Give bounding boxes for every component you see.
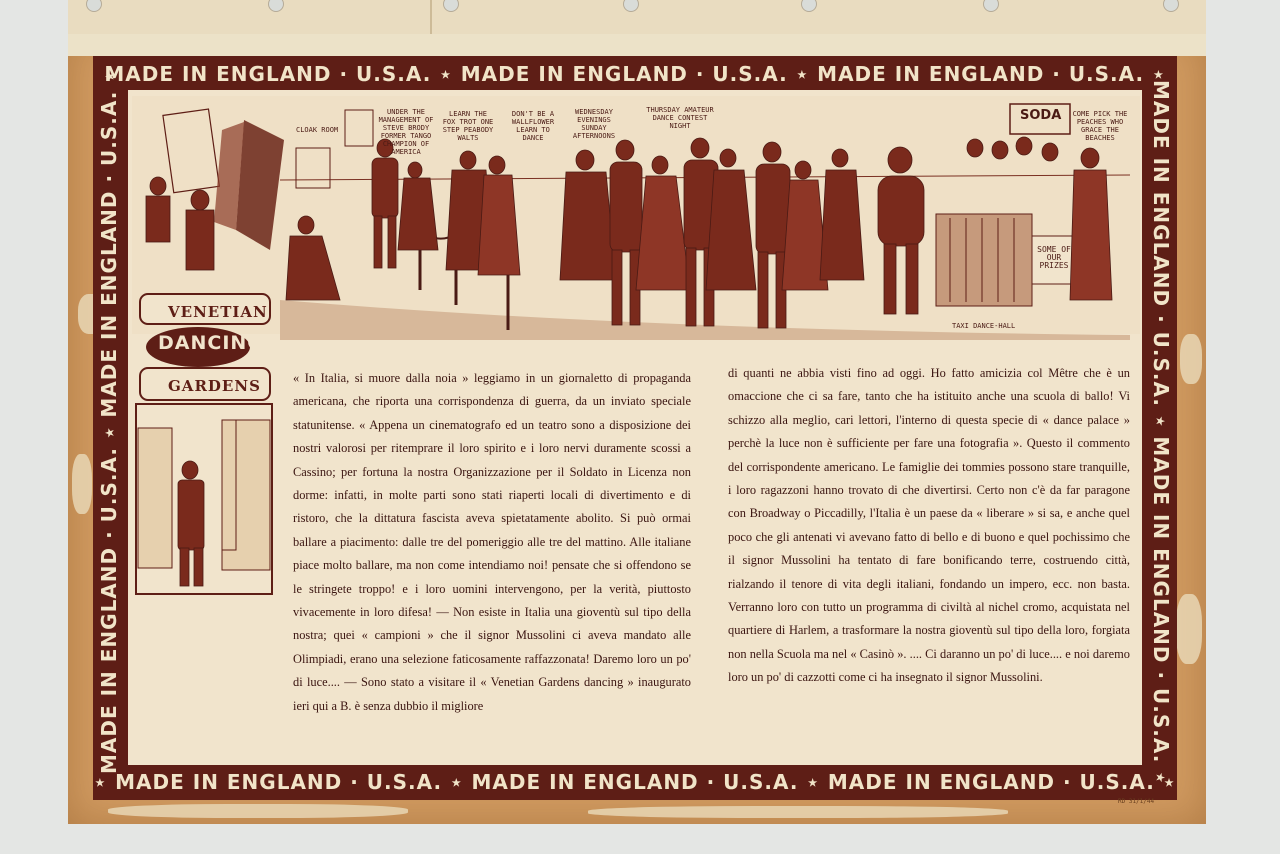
border-text-bottom: ⋆ MADE IN ENGLAND · U.S.A. ⋆ MADE IN ENGLAND · U.S.A. ⋆ MADE IN ENGLAND · U.S.A. ⋆	[93, 770, 1177, 794]
article-column-right	[728, 362, 1130, 690]
caption-learn-fox-trot: LEARN THE FOX TROT ONE STEP PEABODY WALTS	[442, 110, 494, 142]
dancing-vertical-sign	[222, 420, 236, 550]
border-text-right: MADE IN ENGLAND · U.S.A. ⋆ MADE IN ENGLAND · U.S.A. ⋆	[1149, 80, 1173, 785]
soda-label: SODA	[1020, 108, 1062, 123]
caption-prizes: SOME OF OUR PRIZES	[1037, 245, 1071, 270]
article-column-left	[293, 367, 691, 718]
caption-wallflower: DON'T BE A WALLFLOWER LEARN TO DANCE	[511, 110, 555, 142]
article-paragraph-left: « In Italia, si muore dalla noia » leggiamo in un giornaletto di propaganda americana, che riporta una corrispondenza di guerra, da un inviato speciale statunitense. « Appena un cinematografo ed un teatro sono a disposizione dei nostri valorosi per ritemprare il loro spirito e i loro nervi duramente scossi a Cassino; per fortuna la nostra Organizzazione per il Soldato in Licenza non dorme: infatti, in molte parti sono stati riaperti locali di divertimento e di ristoro, che la dittatura fascista aveva spietatamente abolito. Si può ormai ballare a piacimento: dalle tre del pomeriggio alle tre del mattino. Alle italiane piace molto ballare, ma non come intendiamo noi! pensate che si offendono se le stringete troppo! e i loro uomini intervengono, per la verità, piuttosto vivacemente in loro difesa! — Non esiste in Italia una gioventù sul tipo della nostra; quei « campioni » che il signor Mussolini ci aveva mandato alle Olimpiadi, erano una selezione faticosamente raffazzonata! Daremo loro un po' di luce.... — Sono stato a visitare il « Venetian Gardens dancing » inaugurato ieri qui a B. è senza dubbio il migliore	[293, 371, 691, 713]
sign-venetian: VENETIAN	[168, 303, 268, 321]
caption-wednesday: WEDNESDAY EVENINGS SUNDAY AFTERNOONS	[572, 108, 616, 140]
caption-taxi-dance-hall: TAXI DANCE-HALL	[952, 322, 1016, 330]
caption-management: UNDER THE MANAGEMENT OF STEVE BRODY FORMER TANGO CHAMPION OF AMERICA	[378, 108, 434, 156]
caption-peaches: COME PICK THE PEACHES WHO GRACE THE BEACHES	[1072, 110, 1128, 142]
catalog-mark: RD 31/1/44	[1118, 798, 1155, 805]
sign-dancing: DANCING	[158, 332, 264, 354]
border-text-top: MADE IN ENGLAND · U.S.A. ⋆ MADE IN ENGLAND · U.S.A. ⋆ MADE IN ENGLAND · U.S.A. ⋆	[104, 62, 1166, 86]
article-paragraph-right: di quanti ne abbia visti fino ad oggi. Ho fatto amicizia col Mêtre che è un omaccione che ci sa fare, tanto che ha istituito anche una scuola di ballo! Vi schizzo alla meglio, cari lettori, l'interno di questa specie di « dance palace » perchè la luce non è sufficiente per fare una fotografia ». Questo il commento del corrispondente americano. Le famiglie dei tommies possono stare tranquille, i loro ragazzoni hanno trovato di che divertirsi. Certo non c'è da far paragone con Broadway o Piccadilly, l'Italia è un paese da « liberare » si sa, e anche quel poco che gli antenati vi avevano fatto di bello e di buono e quel pochissimo che il signor Mussolini ha tentato di fare bonificando terre, costruendo città, rialzando il tenore di vita degli italiani, fondando un impero, ecc. non basta. Verranno loro con tutto un programma di civiltà al nichel cromo, acquistata nel quartiere di Harlem, a trasformare la nostra gioventù sul tipo della loro, forgiata non nella Scuola ma nel « Casinò ». .... Ci daranno un po' di luce.... e noi daremo loro un po' di cazzotti come ci ha insegnato il signor Mussolini.	[728, 366, 1130, 685]
border-text-left: MADE IN ENGLAND · U.S.A. ⋆ MADE IN ENGLAND · U.S.A. ⋆	[97, 69, 121, 774]
entrance-panel-left	[138, 428, 172, 568]
caption-cloak-room: CLOAK ROOM	[296, 126, 339, 134]
caption-thursday: THURSDAY AMATEUR DANCE CONTEST NIGHT	[646, 106, 714, 130]
sign-gardens: GARDENS	[168, 377, 261, 395]
